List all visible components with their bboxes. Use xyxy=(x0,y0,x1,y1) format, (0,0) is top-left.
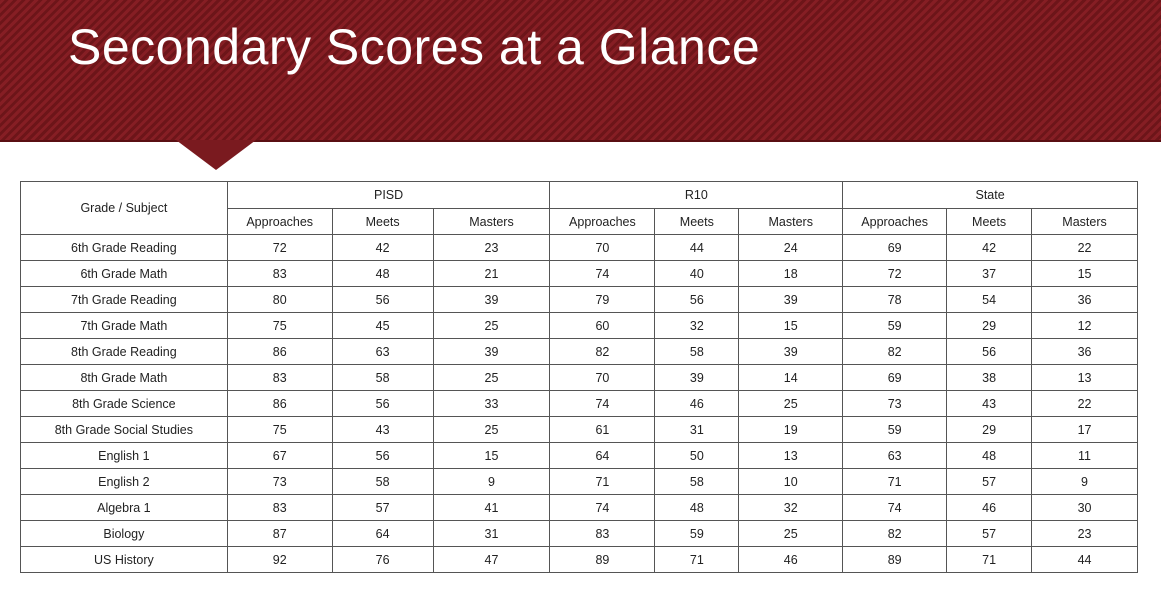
subject-cell: Biology xyxy=(21,521,228,547)
score-cell: 63 xyxy=(332,339,433,365)
subheader-approaches: Approaches xyxy=(227,209,332,235)
score-cell: 48 xyxy=(655,495,739,521)
score-cell: 83 xyxy=(227,365,332,391)
title-banner xyxy=(0,0,1161,142)
score-cell: 83 xyxy=(227,261,332,287)
score-cell: 29 xyxy=(947,313,1032,339)
table-row xyxy=(21,287,1138,313)
table-row xyxy=(21,469,1138,495)
score-cell: 74 xyxy=(550,391,655,417)
subheader-meets: Meets xyxy=(332,209,433,235)
score-cell: 12 xyxy=(1032,313,1138,339)
score-cell: 45 xyxy=(332,313,433,339)
score-cell: 79 xyxy=(550,287,655,313)
score-cell: 59 xyxy=(843,313,947,339)
subject-cell: 8th Grade Math xyxy=(21,365,228,391)
score-cell: 50 xyxy=(655,443,739,469)
score-cell: 69 xyxy=(843,235,947,261)
score-cell: 13 xyxy=(739,443,843,469)
score-cell: 58 xyxy=(655,469,739,495)
score-cell: 83 xyxy=(550,521,655,547)
score-cell: 92 xyxy=(227,547,332,573)
score-cell: 39 xyxy=(433,339,550,365)
subject-cell: 8th Grade Social Studies xyxy=(21,417,228,443)
score-cell: 57 xyxy=(332,495,433,521)
score-cell: 15 xyxy=(1032,261,1138,287)
score-rows xyxy=(21,235,1138,573)
subject-cell: US History xyxy=(21,547,228,573)
score-cell: 15 xyxy=(433,443,550,469)
score-cell: 60 xyxy=(550,313,655,339)
score-cell: 38 xyxy=(947,365,1032,391)
score-cell: 74 xyxy=(843,495,947,521)
score-cell: 64 xyxy=(332,521,433,547)
score-cell: 61 xyxy=(550,417,655,443)
score-cell: 56 xyxy=(947,339,1032,365)
score-cell: 42 xyxy=(947,235,1032,261)
score-cell: 11 xyxy=(1032,443,1138,469)
score-cell: 14 xyxy=(739,365,843,391)
score-cell: 46 xyxy=(739,547,843,573)
score-cell: 42 xyxy=(332,235,433,261)
score-cell: 48 xyxy=(332,261,433,287)
score-cell: 15 xyxy=(739,313,843,339)
score-cell: 78 xyxy=(843,287,947,313)
score-cell: 76 xyxy=(332,547,433,573)
table-row xyxy=(21,417,1138,443)
subheader-masters: Masters xyxy=(739,209,843,235)
score-cell: 30 xyxy=(1032,495,1138,521)
table-row xyxy=(21,521,1138,547)
banner-pointer xyxy=(176,140,256,170)
score-cell: 63 xyxy=(843,443,947,469)
table-row xyxy=(21,391,1138,417)
score-cell: 89 xyxy=(550,547,655,573)
table-row xyxy=(21,313,1138,339)
score-cell: 73 xyxy=(843,391,947,417)
score-cell: 71 xyxy=(655,547,739,573)
score-cell: 39 xyxy=(655,365,739,391)
score-cell: 58 xyxy=(655,339,739,365)
subheader-masters: Masters xyxy=(433,209,550,235)
group-header-state: State xyxy=(843,182,1138,209)
table-row xyxy=(21,261,1138,287)
score-cell: 23 xyxy=(1032,521,1138,547)
score-cell: 24 xyxy=(739,235,843,261)
subheader-approaches: Approaches xyxy=(550,209,655,235)
score-cell: 86 xyxy=(227,391,332,417)
score-cell: 39 xyxy=(433,287,550,313)
score-cell: 33 xyxy=(433,391,550,417)
score-cell: 56 xyxy=(332,287,433,313)
score-cell: 46 xyxy=(655,391,739,417)
subject-cell: 6th Grade Reading xyxy=(21,235,228,261)
score-cell: 75 xyxy=(227,417,332,443)
score-cell: 19 xyxy=(739,417,843,443)
score-cell: 32 xyxy=(655,313,739,339)
score-cell: 71 xyxy=(843,469,947,495)
score-cell: 72 xyxy=(227,235,332,261)
score-cell: 74 xyxy=(550,261,655,287)
score-cell: 25 xyxy=(433,417,550,443)
subheader-meets: Meets xyxy=(655,209,739,235)
corner-header: Grade / Subject xyxy=(21,182,228,235)
score-cell: 82 xyxy=(550,339,655,365)
subject-cell: English 2 xyxy=(21,469,228,495)
score-cell: 25 xyxy=(739,391,843,417)
score-cell: 25 xyxy=(433,313,550,339)
subheader-meets: Meets xyxy=(947,209,1032,235)
score-cell: 64 xyxy=(550,443,655,469)
table-row xyxy=(21,339,1138,365)
score-cell: 56 xyxy=(655,287,739,313)
score-cell: 43 xyxy=(947,391,1032,417)
table-row xyxy=(21,547,1138,573)
score-cell: 86 xyxy=(227,339,332,365)
score-cell: 43 xyxy=(332,417,433,443)
table-row xyxy=(21,443,1138,469)
score-cell: 71 xyxy=(947,547,1032,573)
score-cell: 32 xyxy=(739,495,843,521)
score-cell: 41 xyxy=(433,495,550,521)
table-row xyxy=(21,495,1138,521)
score-cell: 59 xyxy=(655,521,739,547)
score-cell: 39 xyxy=(739,339,843,365)
score-cell: 58 xyxy=(332,365,433,391)
score-cell: 25 xyxy=(433,365,550,391)
score-cell: 36 xyxy=(1032,339,1138,365)
score-cell: 44 xyxy=(655,235,739,261)
score-cell: 22 xyxy=(1032,235,1138,261)
table-row xyxy=(21,365,1138,391)
score-cell: 47 xyxy=(433,547,550,573)
score-cell: 46 xyxy=(947,495,1032,521)
score-cell: 54 xyxy=(947,287,1032,313)
score-cell: 70 xyxy=(550,235,655,261)
score-cell: 9 xyxy=(433,469,550,495)
subject-cell: 8th Grade Reading xyxy=(21,339,228,365)
score-cell: 67 xyxy=(227,443,332,469)
score-cell: 69 xyxy=(843,365,947,391)
score-cell: 31 xyxy=(655,417,739,443)
score-cell: 44 xyxy=(1032,547,1138,573)
group-header-pisd: PISD xyxy=(227,182,550,209)
score-cell: 74 xyxy=(550,495,655,521)
score-cell: 13 xyxy=(1032,365,1138,391)
score-cell: 71 xyxy=(550,469,655,495)
banner-divider xyxy=(0,140,1161,142)
score-cell: 70 xyxy=(550,365,655,391)
score-cell: 57 xyxy=(947,521,1032,547)
score-cell: 73 xyxy=(227,469,332,495)
score-cell: 83 xyxy=(227,495,332,521)
score-cell: 48 xyxy=(947,443,1032,469)
score-cell: 82 xyxy=(843,521,947,547)
score-cell: 80 xyxy=(227,287,332,313)
score-cell: 9 xyxy=(1032,469,1138,495)
subheader-approaches: Approaches xyxy=(843,209,947,235)
score-cell: 17 xyxy=(1032,417,1138,443)
score-cell: 29 xyxy=(947,417,1032,443)
subject-cell: 6th Grade Math xyxy=(21,261,228,287)
subject-cell: 8th Grade Science xyxy=(21,391,228,417)
score-cell: 37 xyxy=(947,261,1032,287)
score-cell: 18 xyxy=(739,261,843,287)
score-cell: 39 xyxy=(739,287,843,313)
score-cell: 56 xyxy=(332,443,433,469)
score-cell: 56 xyxy=(332,391,433,417)
subject-cell: 7th Grade Math xyxy=(21,313,228,339)
score-cell: 82 xyxy=(843,339,947,365)
score-cell: 72 xyxy=(843,261,947,287)
score-cell: 22 xyxy=(1032,391,1138,417)
group-header-r10: R10 xyxy=(550,182,843,209)
subject-cell: Algebra 1 xyxy=(21,495,228,521)
score-cell: 58 xyxy=(332,469,433,495)
score-cell: 59 xyxy=(843,417,947,443)
score-cell: 10 xyxy=(739,469,843,495)
subheader-masters: Masters xyxy=(1032,209,1138,235)
score-cell: 75 xyxy=(227,313,332,339)
score-cell: 21 xyxy=(433,261,550,287)
group-header-row xyxy=(21,182,1138,209)
score-cell: 36 xyxy=(1032,287,1138,313)
slide-title: Secondary Scores at a Glance xyxy=(68,19,761,75)
score-cell: 25 xyxy=(739,521,843,547)
scores-table xyxy=(20,181,1138,573)
subject-cell: 7th Grade Reading xyxy=(21,287,228,313)
score-cell: 89 xyxy=(843,547,947,573)
score-cell: 40 xyxy=(655,261,739,287)
score-cell: 31 xyxy=(433,521,550,547)
score-cell: 87 xyxy=(227,521,332,547)
subject-cell: English 1 xyxy=(21,443,228,469)
score-cell: 23 xyxy=(433,235,550,261)
table-row xyxy=(21,235,1138,261)
score-cell: 57 xyxy=(947,469,1032,495)
